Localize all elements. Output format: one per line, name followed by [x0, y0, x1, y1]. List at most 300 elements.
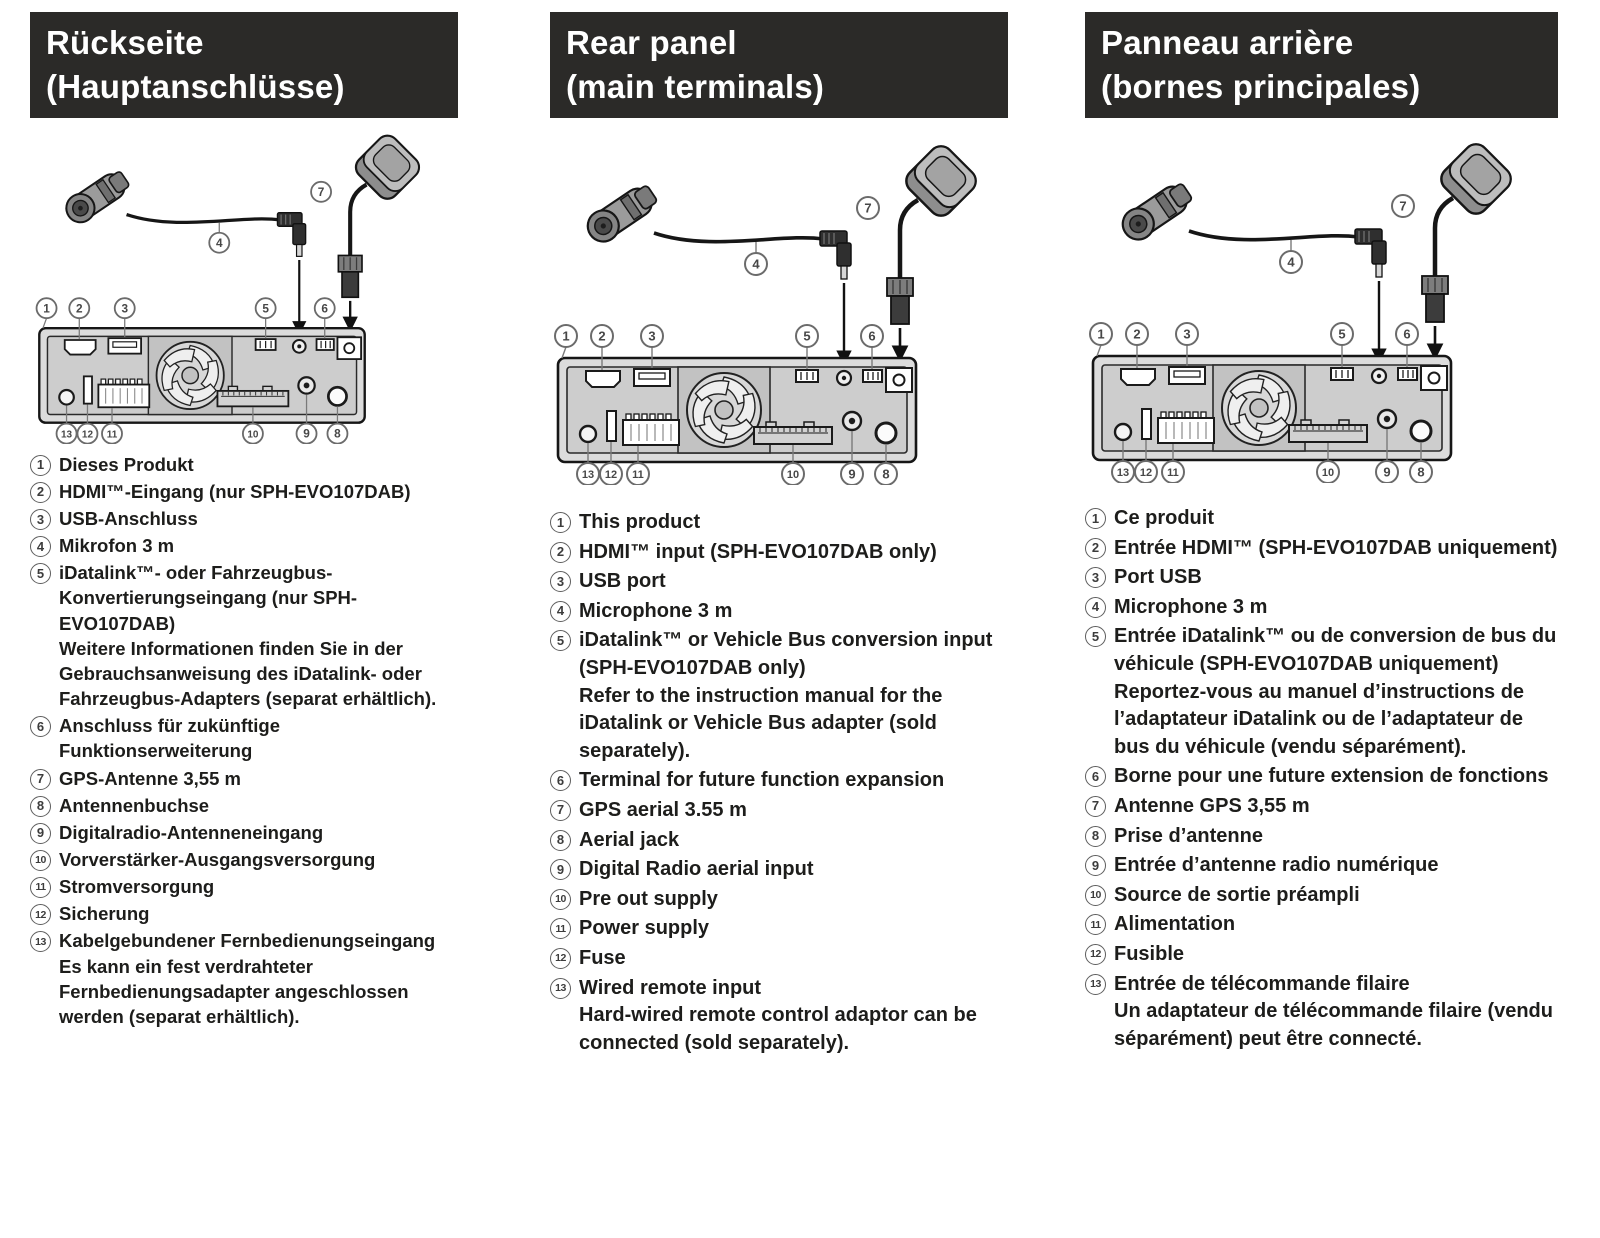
item-text: Digital Radio aerial input	[579, 858, 814, 881]
svg-text:7: 7	[317, 184, 325, 199]
callout-6	[1396, 323, 1418, 345]
list-item	[1085, 823, 1558, 851]
item-number-badge	[30, 904, 51, 925]
item-number: 11	[555, 922, 566, 935]
callout-8	[1410, 461, 1432, 483]
list-item	[550, 886, 1008, 914]
svg-text:3: 3	[121, 301, 129, 316]
callout-11	[1162, 461, 1184, 483]
item-text: Digitalradio-Antenneneingang	[59, 821, 324, 843]
item-number-badge	[550, 542, 571, 563]
item-body	[59, 713, 458, 763]
terminal-legend-en	[550, 509, 1008, 1057]
idatalink-port	[1331, 368, 1353, 380]
callout-13	[57, 424, 77, 444]
aerial-jack	[1411, 421, 1431, 441]
mic-plug	[1355, 229, 1386, 277]
column-english	[550, 12, 1008, 1059]
item-number-badge	[1085, 944, 1106, 965]
list-item	[1085, 911, 1558, 939]
fuse	[607, 411, 616, 441]
item-number: 11	[35, 881, 46, 894]
item-number: 3	[36, 511, 45, 527]
section-title-de	[30, 12, 458, 118]
item-body	[1114, 623, 1558, 761]
item-number: 10	[1090, 888, 1101, 901]
item-number: 9	[1091, 857, 1100, 873]
svg-text:3: 3	[648, 328, 656, 344]
item-text: Borne pour une future extension de fonctions	[1114, 765, 1549, 788]
list-item	[1085, 971, 1558, 1054]
svg-text:11: 11	[632, 469, 644, 481]
item-text: Ce produit	[1114, 507, 1214, 529]
list-item	[1085, 793, 1558, 821]
svg-text:9: 9	[303, 426, 310, 441]
mic-plug	[820, 231, 851, 279]
column-german	[30, 12, 458, 1031]
page-subtitle: (bornes principales)	[1101, 68, 1421, 105]
item-number: 5	[1091, 628, 1100, 644]
idatalink-port	[256, 339, 276, 350]
item-number: 10	[555, 892, 566, 905]
item-number-badge	[1085, 855, 1106, 876]
item-text: Fusible	[1114, 942, 1185, 965]
gps-port	[1421, 366, 1447, 390]
item-number-badge	[1085, 567, 1106, 588]
svg-text:1: 1	[43, 301, 50, 316]
mic-jack	[293, 340, 306, 353]
item-number-badge	[1085, 766, 1106, 787]
digital-radio-aerial-input	[298, 377, 314, 393]
item-body	[579, 856, 1008, 884]
item-number: 11	[1090, 918, 1101, 931]
item-text: Port USB	[1114, 566, 1202, 589]
list-item	[550, 598, 1008, 626]
power-supply-connector	[98, 379, 149, 407]
item-note: Un adaptateur de télécommande filaire (vendu séparément) peut être connecté.	[1114, 1000, 1553, 1050]
item-number: 4	[1091, 599, 1100, 615]
item-number: 2	[36, 484, 45, 500]
rear-panel-diagram-en	[550, 140, 990, 485]
item-text: Aerial jack	[579, 828, 680, 851]
svg-text:4: 4	[1287, 254, 1295, 270]
item-number-badge	[1085, 826, 1106, 847]
page-title: Panneau arrière	[1101, 24, 1354, 62]
item-body	[1114, 882, 1558, 910]
callout-7	[1392, 195, 1414, 217]
item-body	[1114, 971, 1558, 1054]
item-body	[579, 797, 1008, 825]
item-body	[579, 627, 1008, 765]
svg-text:5: 5	[1338, 326, 1346, 342]
item-note: Hard-wired remote control adaptor can be connected (sold separately).	[579, 1004, 977, 1054]
item-number-badge	[550, 978, 571, 999]
item-text: Antenne GPS 3,55 m	[1114, 794, 1310, 817]
list-item	[1085, 763, 1558, 791]
item-text: Entrée iDatalink™ ou de conversion de bus du véhicule (SPH-EVO107DAB uniquement)	[1114, 625, 1557, 675]
item-number-badge	[550, 770, 571, 791]
svg-text:13: 13	[581, 469, 595, 481]
item-text: Microphone 3 m	[1114, 595, 1268, 618]
gps-antenna	[1422, 139, 1516, 356]
mic-jack	[837, 371, 851, 385]
item-number: 6	[556, 772, 565, 788]
item-text: Kabelgebundener Fernbedienungseingang	[59, 930, 436, 952]
svg-text:13: 13	[1116, 467, 1130, 479]
item-body	[1114, 594, 1558, 622]
section-title-fr	[1085, 12, 1558, 118]
svg-text:11: 11	[106, 429, 118, 441]
item-note: Es kann ein fest verdrahteter Fernbedienungsadapter angeschlossen werden (separat erhältlich).	[59, 955, 409, 1027]
item-text: Stromversorgung	[59, 876, 215, 898]
callout-11	[627, 463, 649, 485]
item-text: Terminal for future function expansion	[579, 769, 945, 792]
item-body	[1114, 763, 1558, 791]
svg-text:2: 2	[598, 328, 606, 344]
gps-antenna	[887, 141, 981, 358]
callout-6	[315, 298, 335, 318]
item-body	[1114, 793, 1558, 821]
usb-port	[1169, 367, 1205, 384]
item-text: Antennenbuchse	[59, 794, 210, 816]
callout-5	[1331, 323, 1353, 345]
item-number-badge	[550, 630, 571, 651]
svg-text:2: 2	[1133, 326, 1141, 342]
list-item	[550, 767, 1008, 795]
callout-13	[577, 463, 599, 485]
callout-1	[1090, 323, 1112, 345]
svg-text:4: 4	[215, 235, 223, 250]
svg-text:6: 6	[1403, 326, 1411, 342]
expansion-terminal	[863, 370, 882, 382]
item-text: Alimentation	[1114, 913, 1236, 936]
item-number: 2	[1091, 540, 1100, 556]
item-number: 3	[1091, 569, 1100, 585]
item-number-badge	[1085, 508, 1106, 529]
item-text: HDMI™ input (SPH-EVO107DAB only)	[579, 540, 937, 563]
list-item	[550, 945, 1008, 973]
callout-9	[841, 463, 863, 485]
gps-port	[886, 368, 912, 392]
list-item	[30, 847, 458, 872]
idatalink-port	[796, 370, 818, 382]
callout-11	[102, 424, 122, 444]
item-text: This product	[579, 511, 701, 533]
item-number: 6	[1091, 768, 1100, 784]
item-body	[579, 827, 1008, 855]
list-item	[1085, 505, 1558, 533]
callout-4	[1280, 251, 1302, 273]
item-text: Entrée HDMI™ (SPH-EVO107DAB uniquement)	[1114, 536, 1558, 559]
gps-antenna	[338, 131, 423, 328]
item-text: Anschluss für zukünftige Funktionserweiterung	[59, 715, 280, 762]
power-supply-connector	[623, 414, 679, 445]
callout-12	[600, 463, 622, 485]
svg-text:6: 6	[868, 328, 876, 344]
svg-text:12: 12	[81, 429, 94, 441]
gps-cable-connector	[887, 278, 913, 324]
wired-remote-input	[59, 390, 74, 405]
power-supply-connector	[1158, 412, 1214, 443]
list-item	[1085, 535, 1558, 563]
item-body	[1114, 564, 1558, 592]
item-text: Microphone 3 m	[579, 599, 733, 622]
section-title-en	[550, 12, 1008, 118]
item-text: USB port	[579, 570, 666, 593]
item-body	[59, 766, 458, 791]
aerial-jack	[876, 423, 896, 443]
item-body	[1114, 505, 1558, 533]
item-body	[59, 560, 458, 711]
item-number: 13	[35, 935, 46, 948]
rear-panel-illustration	[32, 130, 432, 444]
rear-panel-illustration	[1085, 138, 1525, 483]
svg-text:5: 5	[803, 328, 811, 344]
terminal-legend-fr	[1085, 505, 1558, 1053]
callout-1	[37, 298, 57, 318]
callout-3	[115, 298, 135, 318]
item-body	[1114, 535, 1558, 563]
item-number-badge	[1085, 914, 1106, 935]
item-text: Fuse	[579, 946, 626, 969]
item-body	[579, 598, 1008, 626]
callout-2	[69, 298, 89, 318]
item-text: iDatalink™ or Vehicle Bus conversion input (SPH-EVO107DAB only)	[579, 629, 993, 679]
item-body	[59, 901, 458, 926]
callout-5	[256, 298, 276, 318]
item-number: 12	[35, 908, 46, 921]
item-body	[579, 945, 1008, 973]
svg-text:8: 8	[334, 426, 341, 441]
hdmi-port	[1121, 369, 1155, 385]
item-number: 1	[36, 457, 45, 473]
item-number: 12	[555, 952, 566, 965]
list-item	[550, 797, 1008, 825]
item-number: 10	[35, 854, 46, 867]
list-item	[1085, 852, 1558, 880]
list-item	[550, 856, 1008, 884]
item-text: Entrée de télécommande filaire	[1114, 972, 1410, 995]
svg-text:1: 1	[1097, 326, 1105, 342]
callout-10	[1317, 461, 1339, 483]
svg-text:10: 10	[1321, 467, 1335, 479]
item-number-badge	[550, 601, 571, 622]
item-number: 2	[556, 544, 565, 560]
svg-text:13: 13	[60, 429, 73, 441]
callout-12	[1135, 461, 1157, 483]
expansion-terminal	[317, 339, 334, 350]
item-body	[579, 568, 1008, 596]
list-item	[550, 539, 1008, 567]
item-number: 7	[36, 771, 45, 787]
item-body	[579, 886, 1008, 914]
page-subtitle: (Hauptanschlüsse)	[46, 68, 345, 105]
item-body	[1114, 852, 1558, 880]
wired-remote-input	[580, 426, 596, 442]
hdmi-port	[65, 340, 96, 355]
page-subtitle: (main terminals)	[566, 68, 825, 105]
item-number-badge	[1085, 885, 1106, 906]
callout-9	[1376, 461, 1398, 483]
callout-8	[327, 424, 347, 444]
list-item	[550, 568, 1008, 596]
item-number: 4	[556, 603, 565, 619]
callout-5	[796, 325, 818, 347]
item-note: Weitere Informationen finden Sie in der Gebrauchsanweisung des iDatalink- oder Fahrzeugbus-Adapters (separat erhältlich).	[59, 637, 437, 710]
item-number-badge	[1085, 796, 1106, 817]
expansion-terminal	[1398, 368, 1417, 380]
item-body	[59, 452, 458, 477]
item-number-badge	[550, 830, 571, 851]
list-item	[550, 975, 1008, 1058]
item-text: Sicherung	[59, 903, 150, 925]
item-body	[59, 820, 458, 845]
list-item	[550, 627, 1008, 765]
callout-2	[591, 325, 613, 347]
fuse	[1142, 409, 1151, 439]
item-number-badge	[30, 796, 51, 817]
list-item	[1085, 882, 1558, 910]
item-text: Pre out supply	[579, 887, 718, 910]
item-number: 5	[556, 632, 565, 648]
list-item	[1085, 594, 1558, 622]
column-french	[1085, 12, 1558, 1055]
rear-panel-diagram-fr	[1085, 138, 1525, 483]
gps-cable-connector	[1422, 276, 1448, 322]
list-item	[30, 874, 458, 899]
item-number-badge	[30, 850, 51, 871]
callout-7	[311, 182, 331, 202]
item-number-badge	[550, 918, 571, 939]
callout-10	[243, 424, 263, 444]
item-body	[579, 915, 1008, 943]
svg-text:4: 4	[752, 256, 760, 272]
item-body	[59, 506, 458, 531]
item-number-badge	[550, 948, 571, 969]
item-number-badge	[30, 563, 51, 584]
item-number-badge	[30, 716, 51, 737]
rear-panel-diagram-de	[32, 130, 432, 444]
callout-3	[641, 325, 663, 347]
terminal-legend-de	[30, 452, 458, 1029]
svg-text:1: 1	[562, 328, 570, 344]
item-number-badge	[30, 877, 51, 898]
item-note: Reportez-vous au manuel d’instructions de l’adaptateur iDatalink ou de l’adaptateur de bus du véhicule (vendu séparément).	[1114, 680, 1525, 758]
item-text: Dieses Produkt	[59, 453, 194, 475]
item-number-badge	[550, 859, 571, 880]
item-number-badge	[550, 889, 571, 910]
list-item	[30, 793, 458, 818]
list-item	[30, 479, 458, 504]
item-number: 5	[36, 565, 45, 581]
rear-panel-illustration	[550, 140, 990, 485]
list-item	[1085, 623, 1558, 761]
list-item	[30, 820, 458, 845]
list-item	[550, 827, 1008, 855]
callout-4	[209, 233, 229, 253]
item-body	[1114, 911, 1558, 939]
item-number: 12	[1090, 948, 1101, 961]
callout-7	[857, 197, 879, 219]
aerial-jack	[328, 387, 346, 405]
item-number: 7	[556, 802, 565, 818]
item-number-badge	[1085, 597, 1106, 618]
list-item	[30, 506, 458, 531]
item-number: 13	[1090, 977, 1101, 990]
item-number: 7	[1091, 798, 1100, 814]
digital-radio-aerial-input	[843, 412, 861, 430]
item-text: Power supply	[579, 917, 710, 940]
item-number-badge	[30, 536, 51, 557]
item-text: GPS-Antenne 3,55 m	[59, 767, 241, 789]
item-number: 8	[1091, 828, 1100, 844]
item-body	[59, 533, 458, 558]
item-body	[59, 793, 458, 818]
item-body	[59, 479, 458, 504]
callout-2	[1126, 323, 1148, 345]
svg-text:5: 5	[262, 301, 269, 316]
svg-text:9: 9	[1383, 464, 1391, 480]
item-body	[59, 874, 458, 899]
mic-plug	[277, 213, 305, 257]
list-item	[30, 766, 458, 791]
list-item	[30, 560, 458, 711]
item-text: HDMI™-Eingang (nur SPH-EVO107DAB)	[59, 480, 411, 502]
item-body	[59, 847, 458, 872]
callout-12	[77, 424, 97, 444]
list-item	[30, 928, 458, 1029]
fuse	[84, 376, 92, 403]
callout-4	[745, 253, 767, 275]
item-number: 3	[556, 573, 565, 589]
item-text: Entrée d’antenne radio numérique	[1114, 854, 1439, 877]
item-number-badge	[30, 482, 51, 503]
item-number: 1	[556, 514, 565, 530]
svg-text:12: 12	[604, 469, 618, 481]
svg-text:10: 10	[786, 469, 800, 481]
callout-10	[782, 463, 804, 485]
page-title: Rückseite	[46, 24, 204, 62]
svg-text:3: 3	[1183, 326, 1191, 342]
item-text: Source de sortie préampli	[1114, 883, 1360, 906]
item-number: 9	[36, 825, 45, 841]
svg-text:8: 8	[1417, 464, 1425, 480]
list-item	[550, 509, 1008, 537]
item-number-badge	[550, 512, 571, 533]
item-number-badge	[30, 823, 51, 844]
item-number-badge	[30, 931, 51, 952]
digital-radio-aerial-input	[1378, 410, 1396, 428]
gps-port	[337, 337, 361, 359]
callout-1	[555, 325, 577, 347]
item-number-badge	[1085, 974, 1106, 995]
item-number-badge	[550, 571, 571, 592]
item-text: Vorverstärker-Ausgangsversorgung	[59, 848, 376, 870]
usb-port	[108, 338, 141, 353]
svg-text:8: 8	[882, 466, 890, 482]
item-number-badge	[30, 509, 51, 530]
svg-text:6: 6	[321, 301, 329, 316]
callout-8	[875, 463, 897, 485]
page-title: Rear panel	[566, 24, 737, 62]
item-body	[59, 928, 458, 1029]
item-text: iDatalink™- oder Fahrzeugbus-Konvertierungseingang (nur SPH-EVO107DAB)	[59, 562, 358, 634]
item-body	[579, 539, 1008, 567]
svg-text:10: 10	[247, 429, 259, 441]
item-number-badge	[1085, 626, 1106, 647]
svg-text:7: 7	[1399, 198, 1407, 214]
item-number-badge	[30, 455, 51, 476]
